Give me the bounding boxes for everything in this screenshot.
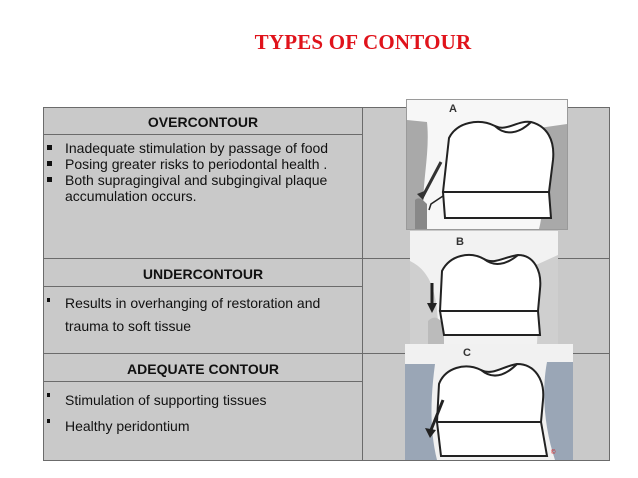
divider	[44, 134, 362, 135]
list-item: Both supragingival and subgingival plaque accumulation occurs.	[44, 172, 344, 204]
list-item: Inadequate stimulation by passage of food	[44, 140, 344, 156]
divider	[44, 381, 362, 382]
figure-label-c: C	[463, 347, 471, 359]
list-item: Results in overhanging of restoration and trauma to soft tissue	[44, 292, 362, 338]
list-item: Stimulation of supporting tissues	[44, 387, 362, 413]
adequate-contour-header: ADEQUATE CONTOUR	[127, 361, 279, 377]
list-item: Healthy peridontium	[44, 413, 362, 439]
tooth-diagram-adequate-contour-icon	[405, 344, 573, 460]
undercontour-header: UNDERCONTOUR	[142, 266, 264, 282]
overcontour-header: OVERCONTOUR	[147, 114, 259, 130]
overcontour-list	[44, 140, 344, 204]
figure-label-a: A	[449, 103, 457, 115]
tooth-diagram-overcontour-icon	[406, 99, 568, 230]
adequate-contour-list	[44, 387, 362, 439]
list-item: Posing greater risks to periodontal health .	[44, 156, 344, 172]
divider	[44, 286, 362, 287]
page-title: TYPES OF CONTOUR	[254, 30, 472, 54]
tooth-diagram-undercontour-icon	[410, 231, 558, 351]
figure-mark-icon: ©	[551, 450, 556, 456]
column-divider	[362, 108, 363, 461]
undercontour-list	[44, 292, 362, 338]
figure-label-b: B	[456, 236, 464, 248]
